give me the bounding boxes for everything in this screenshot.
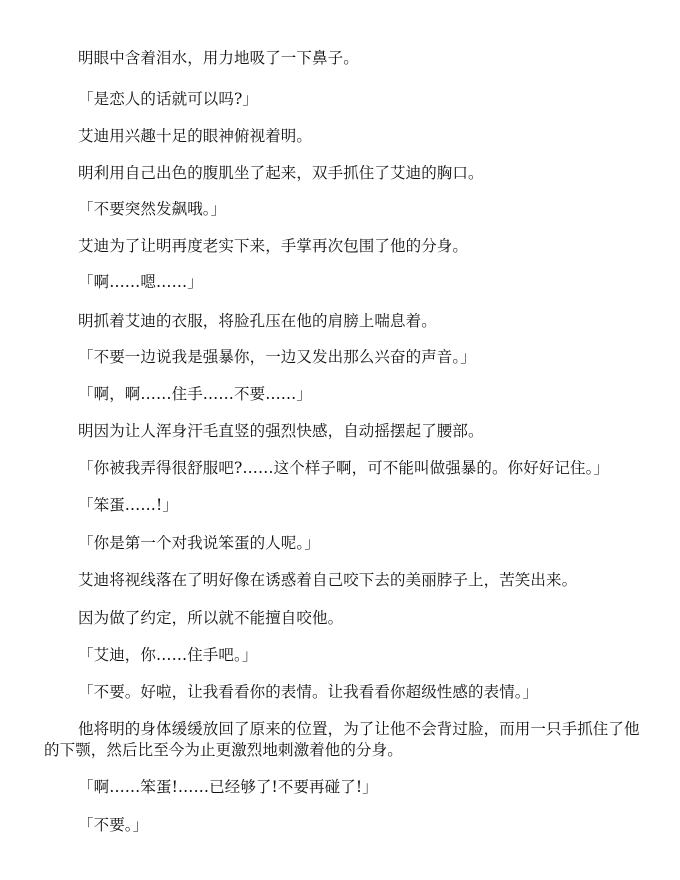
paragraph-4: 明利用自己出色的腹肌坐了起来，双手抓住了艾迪的胸口。 xyxy=(78,164,484,182)
paragraph-15: 艾迪将视线落在了明好像在诱惑着自己咬下去的美丽脖子上，苦笑出来。 xyxy=(78,571,578,589)
paragraph-12: 「你被我弄得很舒服吧?……这个样子啊，可不能叫做强暴的。你好好记住。」 xyxy=(78,459,610,477)
paragraph-18: 「不要。好啦，让我看看你的表情。让我看看你超级性感的表情。」 xyxy=(78,683,539,701)
paragraph-16: 因为做了约定，所以就不能擅自咬他。 xyxy=(78,609,344,627)
paragraph-14: 「你是第一个对我说笨蛋的人呢。」 xyxy=(78,534,320,552)
paragraph-17: 「艾迪，你……住手吧。」 xyxy=(78,646,258,664)
paragraph-9: 「不要一边说我是强暴你，一边又发出那么兴奋的声音。」 xyxy=(78,348,476,366)
paragraph-20: 「啊……笨蛋!……已经够了!不要再碰了!」 xyxy=(78,778,378,796)
paragraph-5: 「不要突然发飙哦。」 xyxy=(78,200,227,218)
paragraph-7: 「啊……嗯……」 xyxy=(78,273,203,291)
paragraph-6: 艾迪为了让明再度老实下来，手掌再次包围了他的分身。 xyxy=(78,237,469,255)
paragraph-10: 「啊，啊……住手……不要……」 xyxy=(78,385,313,403)
paragraph-2: 「是恋人的话就可以吗?」 xyxy=(78,90,259,108)
paragraph-19: 他将明的身体缓缓放回了原来的位置，为了让他不会背过脸，而用一只手抓住了他的下颚，然后比至今为止更激烈地刺激着他的分身。 xyxy=(44,720,640,759)
paragraph-1: 明眼中含着泪水，用力地吸了一下鼻子。 xyxy=(78,49,359,67)
paragraph-11: 明因为让人浑身汗毛直竖的强烈快感，自动摇摆起了腰部。 xyxy=(78,422,484,440)
paragraph-21: 「不要。」 xyxy=(78,816,149,834)
paragraph-13: 「笨蛋……!」 xyxy=(78,496,178,514)
paragraph-8: 明抓着艾迪的衣服，将脸孔压在他的肩膀上喘息着。 xyxy=(78,312,437,330)
paragraph-3: 艾迪用兴趣十足的眼神俯视着明。 xyxy=(78,127,313,145)
